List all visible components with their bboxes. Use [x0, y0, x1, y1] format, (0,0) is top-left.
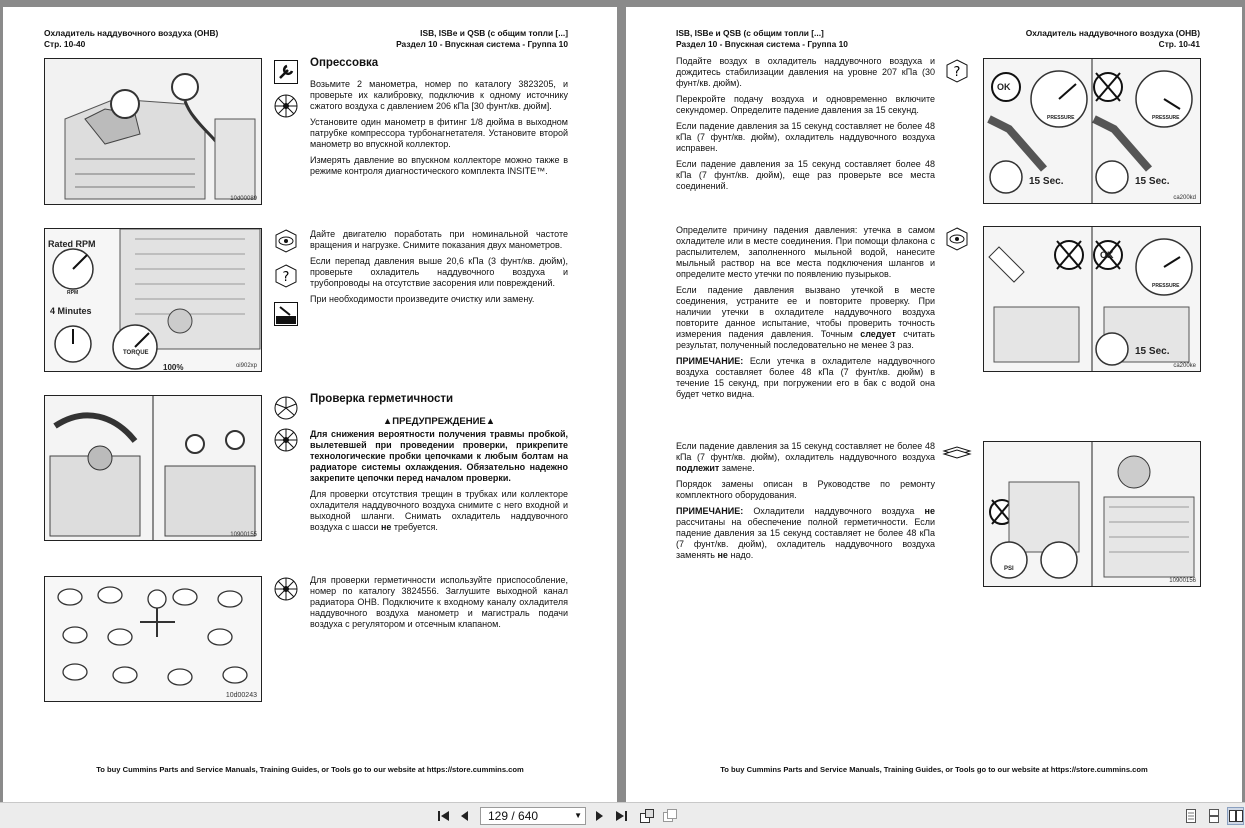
eye-icon — [274, 229, 298, 253]
text-run: Для проверки отсутствия трещин в трубках или коллекторе охладителя наддувочного воздуха снимите с него входной и выходной шланги. Снимать охладитель наддувочного воздуха с шасси — [310, 489, 568, 532]
figure-label: 15 Sec. — [1135, 176, 1170, 187]
figure-label: 4 Minutes — [50, 306, 92, 316]
figure-code: 10900155 — [230, 532, 257, 538]
test-kit-figure — [44, 576, 262, 702]
hose-removal-figure — [44, 395, 262, 541]
paragraph — [310, 489, 568, 533]
note-label: ПРИМЕЧАНИЕ: — [676, 506, 744, 516]
figure-label: TORQUE — [123, 350, 149, 356]
section1-text — [310, 79, 568, 182]
figure-code: ca200ke — [1173, 363, 1196, 369]
continuous-page-icon — [1208, 809, 1220, 823]
soap-test-figure — [983, 226, 1201, 372]
right-header-left — [676, 28, 848, 49]
section-title-leak-test: Проверка герметичности — [310, 393, 454, 405]
note — [676, 356, 935, 400]
text-run-bold: не — [924, 506, 935, 516]
paragraph: Измерять давление во впускном коллекторе можно также в режиме контроля диагностического комплекта INSITE™. — [310, 155, 568, 176]
left-header-engine: ISB, ISBe и QSB (с общим топли [...] — [420, 28, 568, 38]
figure-label: PRESSURE — [1047, 115, 1075, 121]
note — [676, 506, 935, 561]
last-page-icon — [614, 810, 628, 822]
paragraph: Если падение давления за 15 секунд составляет более 48 кПа (7 фунт/кв. дюйм), еще раз проверьте все места соединений. — [676, 159, 935, 191]
paragraph: Для проверки герметичности используйте приспособление, номер по каталогу 3824556. Заглушите выходной канал радиатора ОНВ. Подключите к входному каналу охладителя наддувочного воздуха манометр и магистраль подачи воздуха с регулятором и отсечным клапаном. — [310, 575, 568, 629]
text-run-bold: не — [717, 550, 728, 560]
paragraph: Установите один манометр в фитинг 1/8 дюйма в выходном патрубке компрессора турбонагнетателя. Установите второй манометр во впускной коллектор. — [310, 117, 568, 149]
paragraph: Определите причину падения давления: утечка в самом охладителе или в месте соединения. При помощи флакона с распылителем, заполненного мыльной водой, нанесите мыльный раствор на все места подключения шлангов и определите место утечки по появлению пузырьков. — [676, 225, 935, 279]
left-header-title: Охладитель наддувочного воздуха (ОНВ) — [44, 28, 219, 38]
engine-gauges-figure — [44, 58, 262, 205]
warning-icon: ▲ — [485, 416, 496, 427]
figure-label: 15 Sec. — [1135, 346, 1170, 357]
left-header-left — [44, 28, 218, 49]
tool-reference-icon — [274, 94, 298, 118]
figure-code: ca200kd — [1173, 195, 1196, 201]
figure-label: RPM — [67, 290, 79, 296]
tool-reference-icon — [274, 577, 298, 601]
right-page-number: Стр. 10-41 — [1158, 38, 1200, 49]
paragraph: Дайте двигателю поработать при номинальной частоте вращения и нагрузке. Снимите показания двух манометров. — [310, 229, 568, 250]
text-run: считать результат, полученный последовательно не менее 3 раз. — [676, 329, 935, 350]
paragraph: Возьмите 2 манометра, номер по каталогу 3823205, и проверьте их калибровку, подключив к одному источнику сжатого воздуха с давлением 206 кПа [30 фунт/кв. дюйм]. — [310, 79, 568, 111]
warning-heading — [310, 416, 568, 427]
paragraph: Порядок замены описан в Руководстве по ремонту комплектного оборудования. — [676, 479, 935, 500]
block1-text — [676, 56, 935, 197]
warning-label: ПРЕДУПРЕЖДЕНИЕ — [392, 416, 486, 427]
right-header-engine: ISB, ISBe и QSB (с общим топли [...] — [676, 28, 824, 38]
left-page-number: Стр. 10-40 — [44, 38, 86, 49]
section2-text — [310, 229, 568, 310]
right-header-section: Раздел 10 - Впускная система - Группа 10 — [676, 38, 848, 49]
rotate-button[interactable] — [638, 807, 656, 825]
figure-code: 10d00243 — [225, 692, 257, 699]
footer-link-text: To buy Cummins Parts and Service Manuals, Training Guides, or Tools go to our website at https://store.cummins.com — [720, 765, 1148, 774]
figure-label: PRESSURE — [1152, 115, 1180, 121]
paragraph — [676, 285, 935, 351]
eye-icon — [945, 227, 969, 251]
right-page — [626, 7, 1242, 802]
inspect-question-icon — [274, 264, 298, 288]
inspect-question-icon — [945, 59, 969, 83]
text-run: требуется. — [393, 522, 438, 532]
first-page-button[interactable] — [436, 807, 452, 825]
block3-text — [676, 441, 935, 566]
text-run: рассчитаны на обеспечение полной герметичности. Если падение давления за 15 секунд составляет не более 48 кПа (7 фунт/кв. дюйм), охладитель наддувочного воздуха заменять — [676, 517, 935, 560]
last-page-button[interactable] — [613, 807, 629, 825]
single-page-icon — [1185, 809, 1197, 823]
next-page-icon — [594, 810, 604, 822]
next-page-button[interactable] — [592, 807, 606, 825]
rotate-icon — [639, 808, 655, 824]
left-header-section: Раздел 10 - Впускная система - Группа 10 — [396, 38, 568, 49]
paragraph: При необходимости произведите очистку или замену. — [310, 294, 535, 304]
left-header-right — [396, 28, 568, 49]
tool-reference-icon — [274, 428, 298, 452]
replacement-figure — [983, 441, 1201, 587]
text-run-bold: не — [380, 522, 392, 532]
dropdown-arrow-icon: ▼ — [574, 811, 582, 820]
section-title-pressure-test: Опрессовка — [310, 57, 379, 69]
clean-replace-icon — [274, 302, 298, 326]
figure-label: PSI — [1004, 566, 1014, 572]
text-run: надо. — [730, 550, 754, 560]
footer-link-text: To buy Cummins Parts and Service Manuals, Training Guides, or Tools go to our website at https://store.cummins.com — [96, 765, 524, 774]
paragraph: Если перепад давления выше 20,6 кПа (3 фунт/кв. дюйм), проверьте охладитель наддувочного воздуха и трубопроводы на отсутствие засорения или повреждений. — [310, 256, 568, 288]
right-header-right — [1026, 28, 1200, 49]
previous-page-icon — [460, 810, 470, 822]
first-page-icon — [437, 810, 451, 822]
note-text: Если утечка в охладителе наддувочного воздуха составляет более 48 кПа (7 фунт/кв. дюйм) в течение 15 секунд, при погружении его в бак с водой она будет четко видна. — [676, 356, 935, 399]
warning-text: Для снижения вероятности получения травмы пробкой, вылетевшей при проведении проверки, прикрепите технологические пробки цепочками к любым болтам на радиаторе системы охлаждения. Обязательно надежно закрепите цепочки перед началом проверки. — [310, 429, 568, 483]
previous-page-button[interactable] — [458, 807, 472, 825]
air-pressure-icon — [274, 396, 298, 420]
rated-rpm-figure — [44, 228, 262, 372]
two-page-button[interactable] — [661, 807, 679, 825]
text-run: Охладители наддувочного воздуха — [753, 506, 915, 516]
left-page — [3, 7, 617, 802]
text-run: Если падение давления за 15 секунд составляет не более 48 кПа (7 фунт/кв. дюйм), охладитель наддувочного воздуха — [676, 441, 935, 462]
facing-view-button[interactable] — [1227, 807, 1244, 825]
section3-text — [310, 416, 568, 538]
figure-label: OK — [1100, 250, 1114, 260]
figure-label: 15 Sec. — [1029, 176, 1064, 187]
svg-text:?: ? — [953, 65, 961, 80]
text-run-bold: подлежит — [676, 463, 720, 473]
figure-code: 10d00089 — [230, 196, 257, 202]
svg-text:?: ? — [282, 270, 290, 285]
right-header-title: Охладитель наддувочного воздуха (ОНВ) — [1025, 28, 1200, 38]
paragraph: Если падение давления за 15 секунд составляет не более 48 кПа (7 фунт/кв. дюйм), охладитель наддувочного воздуха исправен. — [676, 121, 935, 153]
continuous-view-button[interactable] — [1206, 807, 1222, 825]
single-page-view-button[interactable] — [1183, 807, 1199, 825]
paragraph — [676, 441, 935, 474]
facing-pages-icon — [1229, 810, 1243, 822]
text-run-bold: следует — [860, 329, 896, 339]
warning-icon: ▲ — [382, 416, 393, 427]
figure-code: 10900156 — [1169, 578, 1196, 584]
figure-label: OK — [997, 82, 1011, 92]
figure-label: Rated RPM — [48, 239, 96, 249]
viewer-toolbar — [0, 802, 1245, 828]
block2-text — [676, 225, 935, 405]
page-indicator: 129 / 640 — [488, 809, 539, 823]
figure-label: 100% — [163, 363, 184, 372]
paragraph: Перекройте подачу воздуха и одновременно включите секундомер. Определите падение давления за 15 секунд. — [676, 94, 935, 115]
page-number-input[interactable] — [480, 807, 586, 825]
figure-label: PRESSURE — [1152, 283, 1180, 289]
text-run: Если падение давления вызвано утечкой в месте соединения, устраните ее и повторите проверку. При наличии утечки в охладителе наддувочного воздуха повторите данное испытание, чтобы проверить точность измерения падения давления. Точным — [676, 285, 935, 339]
pressure-drop-ok-figure — [983, 58, 1201, 204]
section4-text — [310, 575, 568, 635]
figure-code: oi902xp — [235, 363, 257, 369]
wrench-icon — [274, 60, 298, 84]
text-run: замене. — [721, 463, 755, 473]
book-reference-icon — [942, 441, 972, 465]
paragraph: Подайте воздух в охладитель наддувочного воздуха и дождитесь стабилизации давления на уровне 207 кПа (30 фунт/кв. дюйм). — [676, 56, 935, 88]
two-page-icon — [662, 808, 678, 824]
note-label: ПРИМЕЧАНИЕ: — [676, 356, 744, 366]
